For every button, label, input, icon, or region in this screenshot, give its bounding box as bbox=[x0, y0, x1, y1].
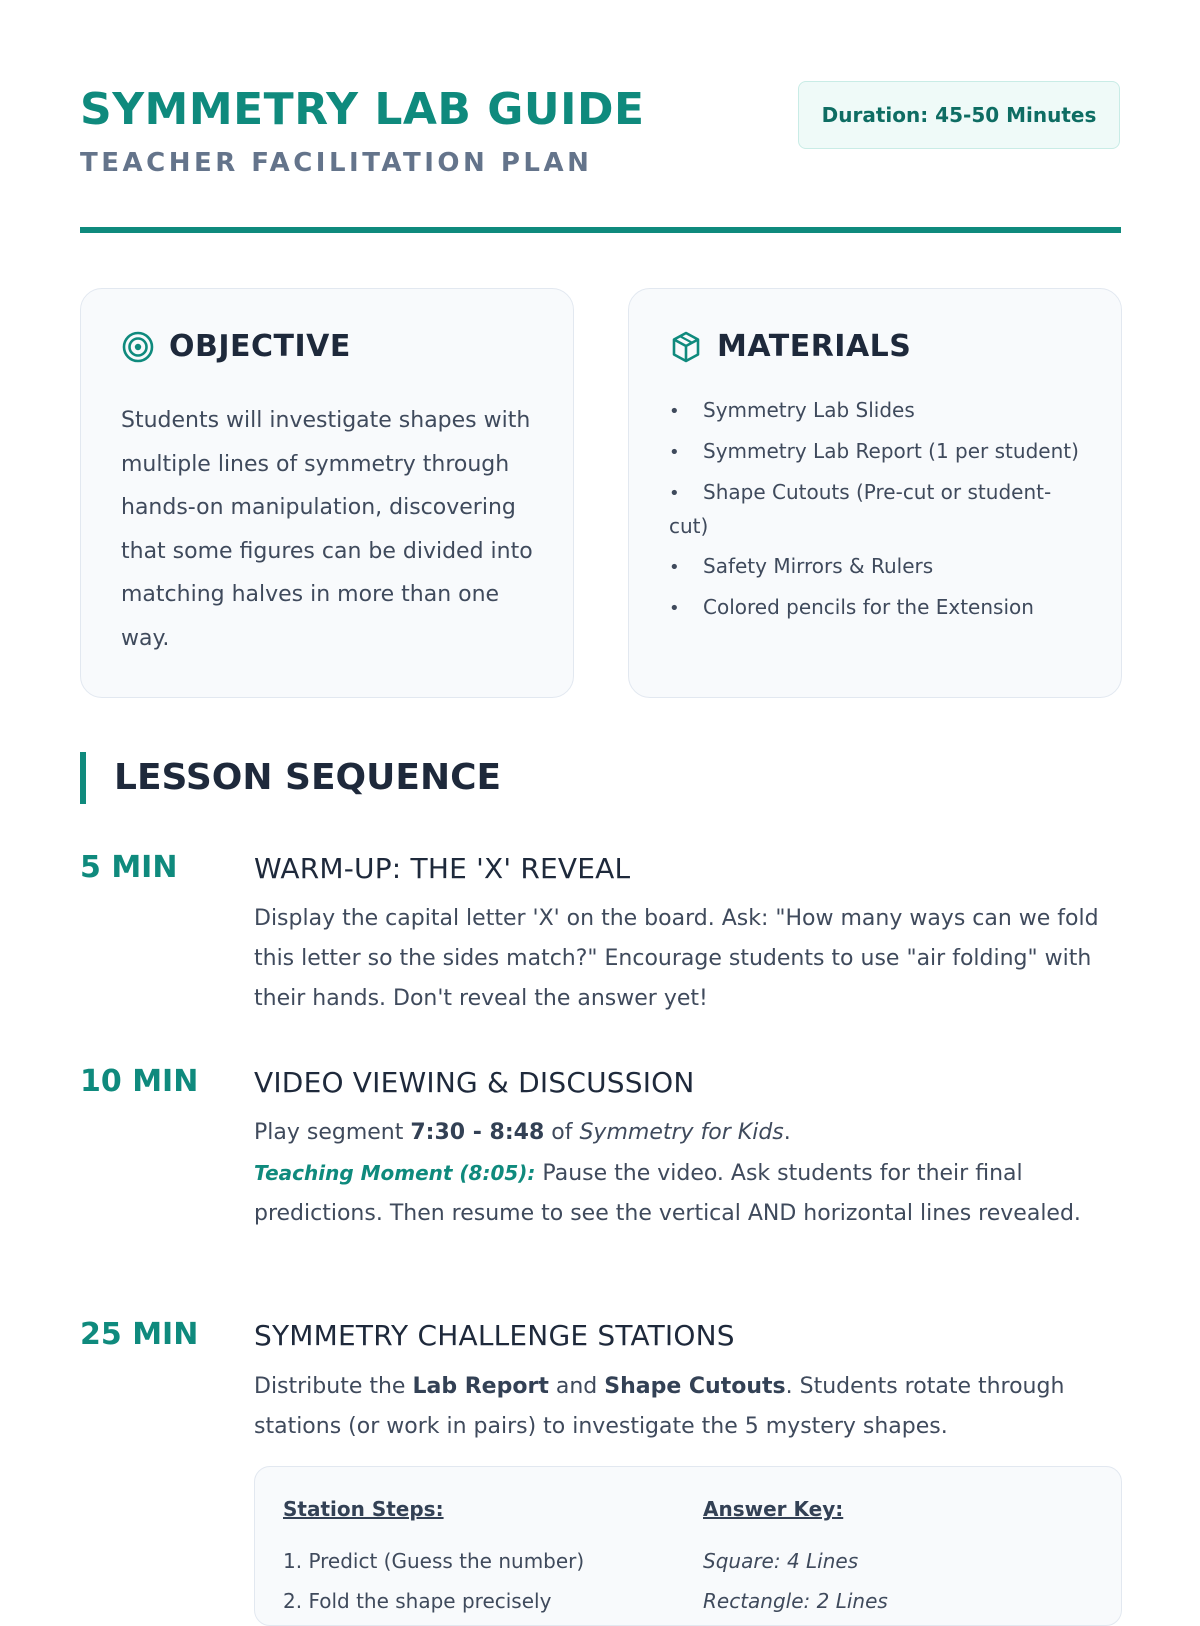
objective-title: OBJECTIVE bbox=[169, 329, 351, 364]
materials-header bbox=[669, 329, 911, 364]
materials-card bbox=[628, 288, 1122, 698]
page-subtitle: TEACHER FACILITATION PLAN bbox=[80, 148, 593, 178]
step-title: WARM-UP: THE 'X' REVEAL bbox=[254, 852, 631, 885]
step-duration: 10 MIN bbox=[80, 1064, 199, 1099]
materials-list bbox=[669, 394, 1089, 632]
objective-card bbox=[80, 288, 574, 698]
objective-text: Students will investigate shapes with multiple lines of symmetry through hands-on manipulation, discovering that some figures can be divided into matching halves in more than one way. bbox=[121, 408, 533, 651]
list-item: • Colored pencils for the Extension bbox=[669, 595, 1034, 619]
page-title: SYMMETRY LAB GUIDE bbox=[80, 84, 645, 135]
step-title: SYMMETRY CHALLENGE STATIONS bbox=[254, 1319, 735, 1352]
answer-key-heading: Answer Key: bbox=[703, 1497, 844, 1521]
station-step-item: 1. Predict (Guess the number) bbox=[283, 1549, 585, 1573]
step-description: Play segment 7:30 - 8:48 of Symmetry for Kids. Teaching Moment (8:05): Pause the video. Ask students for their final predictions. Then resume to see the vertical AND horizontal lines revealed. bbox=[254, 1120, 1081, 1226]
step-duration: 25 MIN bbox=[80, 1317, 199, 1352]
section-accent-bar bbox=[80, 752, 86, 804]
answer-key-item: Rectangle: 2 Lines bbox=[703, 1589, 888, 1613]
header-divider bbox=[80, 227, 1121, 233]
box-icon bbox=[669, 330, 703, 364]
step-description: Display the capital letter 'X' on the board. Ask: "How many ways can we fold this letter so the sides match?" Encourage students to use "air folding" with their hands. Don't reveal the answer yet! bbox=[254, 906, 1099, 1011]
station-box bbox=[254, 1466, 1122, 1626]
duration-badge: Duration: 45-50 Minutes bbox=[798, 81, 1120, 149]
materials-title: MATERIALS bbox=[717, 329, 912, 364]
objective-header bbox=[121, 329, 351, 364]
target-icon bbox=[121, 330, 155, 364]
step-description: Distribute the Lab Report and Shape Cutouts. Students rotate through stations (or work in pairs) to investigate the 5 mystery shapes. bbox=[254, 1374, 1065, 1439]
section-title: LESSON SEQUENCE bbox=[114, 757, 502, 798]
list-item: • Symmetry Lab Slides bbox=[669, 398, 915, 422]
step-duration: 5 MIN bbox=[80, 850, 178, 885]
station-step-item: 2. Fold the shape precisely bbox=[283, 1589, 552, 1613]
list-item: • Symmetry Lab Report (1 per student) bbox=[669, 439, 1079, 463]
list-item: • Safety Mirrors & Rulers bbox=[669, 554, 934, 578]
step-title: VIDEO VIEWING & DISCUSSION bbox=[254, 1066, 695, 1099]
station-steps-heading: Station Steps: bbox=[283, 1497, 444, 1521]
answer-key-item: Square: 4 Lines bbox=[703, 1549, 859, 1573]
list-item: • Shape Cutouts (Pre-cut or student-cut) bbox=[669, 480, 1052, 538]
teaching-moment-label: Teaching Moment (8:05): bbox=[254, 1161, 536, 1185]
